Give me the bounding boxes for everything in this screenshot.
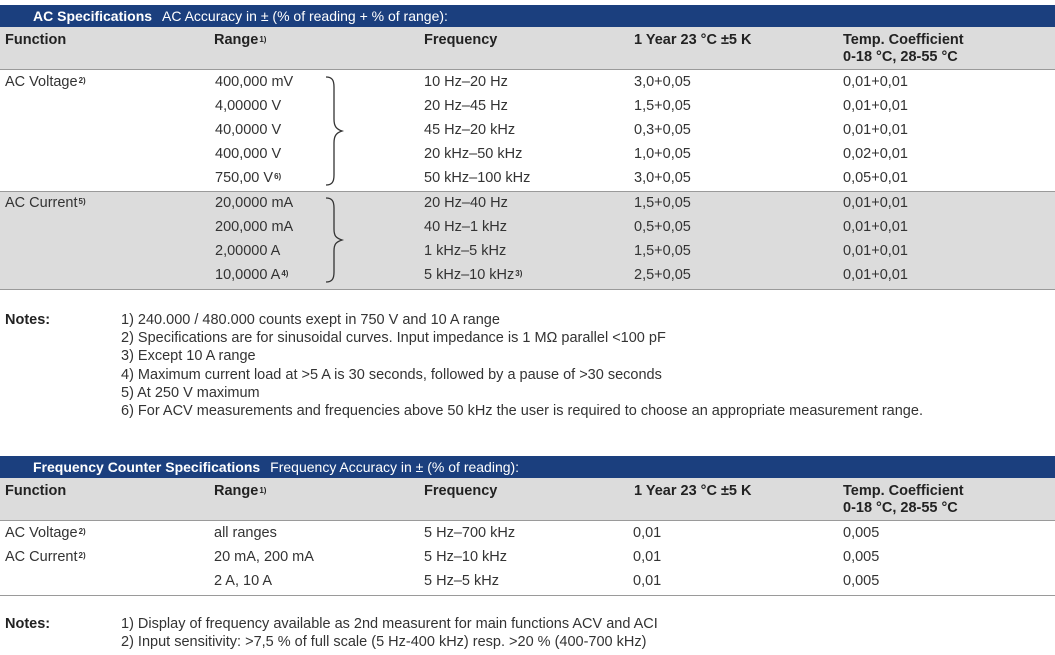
range-cell: 2 A, 10 A <box>214 573 273 589</box>
temp-cell: 0,01+0,01 <box>843 243 908 259</box>
note-item: 2) Input sensitivity: >7,5 % of full scale (5 Hz-400 kHz) resp. >20 % (400-700 kHz) <box>121 634 647 650</box>
temp-cell: 0,005 <box>843 525 880 541</box>
header-range: Range$^{1)}$ <box>214 32 267 48</box>
temp-cell: 0,01+0,01 <box>843 195 908 211</box>
year-cell: 0,3+0,05 <box>634 122 691 138</box>
year-cell: 1,5+0,05 <box>634 195 691 211</box>
function-cell: AC Voltage$^{2)}$ <box>5 525 86 541</box>
note-item: 3) Except 10 A range <box>121 348 256 364</box>
temp-cell: 0,01+0,01 <box>843 122 908 138</box>
range-cell: 750,00 $V^{6)}$ <box>215 170 282 186</box>
freq-notes-label: Notes: <box>5 616 51 632</box>
frequency-cell: 5 kHz–10 kHz$^{3)}$ <box>424 267 523 283</box>
header-range: Range$^{1)}$ <box>214 483 267 499</box>
divider <box>0 289 1055 290</box>
year-cell: 3,0+0,05 <box>634 170 691 186</box>
temp-cell: 0,02+0,01 <box>843 146 908 162</box>
year-cell: 3,0+0,05 <box>634 74 691 90</box>
note-item: 5) At 250 V maximum <box>121 385 260 401</box>
frequency-cell: 5 Hz–10 kHz <box>424 549 508 565</box>
header-frequency: Frequency <box>424 32 498 48</box>
function-cell: AC Current$^{2)}$ <box>5 549 86 565</box>
header-frequency: Frequency <box>424 483 498 499</box>
range-cell: 10,0000 $A^{4)}$ <box>215 267 289 283</box>
temp-cell: 0,01+0,01 <box>843 219 908 235</box>
function-ac-current: AC Current$^{5)}$ <box>5 195 86 211</box>
divider <box>0 595 1055 596</box>
note-item: 2) Specifications are for sinusoidal curves. Input impedance is 1 MΩ parallel <100 pF <box>121 330 666 346</box>
divider <box>0 520 1055 521</box>
divider <box>0 191 1055 192</box>
header-1-year: 1 Year 23 °C ±5 K <box>634 32 752 48</box>
freq-spec-header-row <box>0 478 1055 520</box>
freq-spec-title-bar <box>0 456 1055 478</box>
freq-spec-title: Frequency Counter Specifications <box>33 459 261 475</box>
ac-notes-label: Notes: <box>5 312 51 328</box>
year-cell: 0,01 <box>633 573 662 589</box>
header-1-year: 1 Year 23 °C ±5 K <box>634 483 752 499</box>
temp-cell: 0,01+0,01 <box>843 267 908 283</box>
function-ac-voltage: AC Voltage$^{2)}$ <box>5 74 86 90</box>
temp-cell: 0,01+0,01 <box>843 74 908 90</box>
temp-cell: 0,01+0,01 <box>843 98 908 114</box>
ac-spec-subtitle: AC Accuracy in ± (% of reading + % of range): <box>162 8 448 24</box>
frequency-cell: 20 Hz–45 Hz <box>424 98 508 114</box>
temp-cell: 0,005 <box>843 573 880 589</box>
temp-cell: 0,05+0,01 <box>843 170 908 186</box>
frequency-cell: 10 Hz–20 Hz <box>424 74 508 90</box>
frequency-cell: 40 Hz–1 kHz <box>424 219 508 235</box>
year-cell: 0,01 <box>633 525 662 541</box>
range-cell: 200,000 mA <box>215 219 294 235</box>
year-cell: 1,5+0,05 <box>634 98 691 114</box>
year-cell: 0,5+0,05 <box>634 219 691 235</box>
freq-spec-subtitle: Frequency Accuracy in ± (% of reading): <box>270 459 520 475</box>
frequency-cell: 5 Hz–700 kHz <box>424 525 516 541</box>
frequency-cell: 50 kHz–100 kHz <box>424 170 531 186</box>
note-item: 4) Maximum current load at >5 A is 30 seconds, followed by a pause of >30 seconds <box>121 367 662 383</box>
range-cell: 4,00000 V <box>215 98 282 114</box>
range-cell: all ranges <box>214 525 277 541</box>
note-item: 1) 240.000 / 480.000 counts exept in 750 V and 10 A range <box>121 312 500 328</box>
note-item: 1) Display of frequency available as 2nd measurent for main functions ACV and ACI <box>121 616 658 632</box>
year-cell: 1,5+0,05 <box>634 243 691 259</box>
frequency-cell: 20 Hz–40 Hz <box>424 195 508 211</box>
year-cell: 2,5+0,05 <box>634 267 691 283</box>
ac-spec-title: AC Specifications <box>33 8 153 24</box>
range-cell: 40,0000 V <box>215 122 282 138</box>
range-cell: 20 mA, 200 mA <box>214 549 314 565</box>
frequency-cell: 20 kHz–50 kHz <box>424 146 523 162</box>
ac-spec-header-row <box>0 27 1055 69</box>
frequency-cell: 45 Hz–20 kHz <box>424 122 516 138</box>
ac-spec-title-bar <box>0 5 1055 27</box>
curly-brace-icon <box>322 196 346 284</box>
frequency-cell: 5 Hz–5 kHz <box>424 573 499 589</box>
range-cell: 20,0000 mA <box>215 195 294 211</box>
range-cell: 2,00000 A <box>215 243 281 259</box>
range-cell: 400,000 mV <box>215 74 294 90</box>
divider <box>0 69 1055 70</box>
year-cell: 0,01 <box>633 549 662 565</box>
range-cell: 400,000 V <box>215 146 282 162</box>
header-function: Function <box>5 483 67 499</box>
temp-cell: 0,005 <box>843 549 880 565</box>
curly-brace-icon <box>322 75 346 187</box>
year-cell: 1,0+0,05 <box>634 146 691 162</box>
header-temp-coefficient: Temp. Coefficient 0-18 °C, 28-55 °C <box>843 483 964 516</box>
header-temp-coefficient: Temp. Coefficient 0-18 °C, 28-55 °C <box>843 32 964 65</box>
note-item: 6) For ACV measurements and frequencies above 50 kHz the user is required to choose an appropriate measurement range. <box>121 403 923 419</box>
frequency-cell: 1 kHz–5 kHz <box>424 243 507 259</box>
header-function: Function <box>5 32 67 48</box>
